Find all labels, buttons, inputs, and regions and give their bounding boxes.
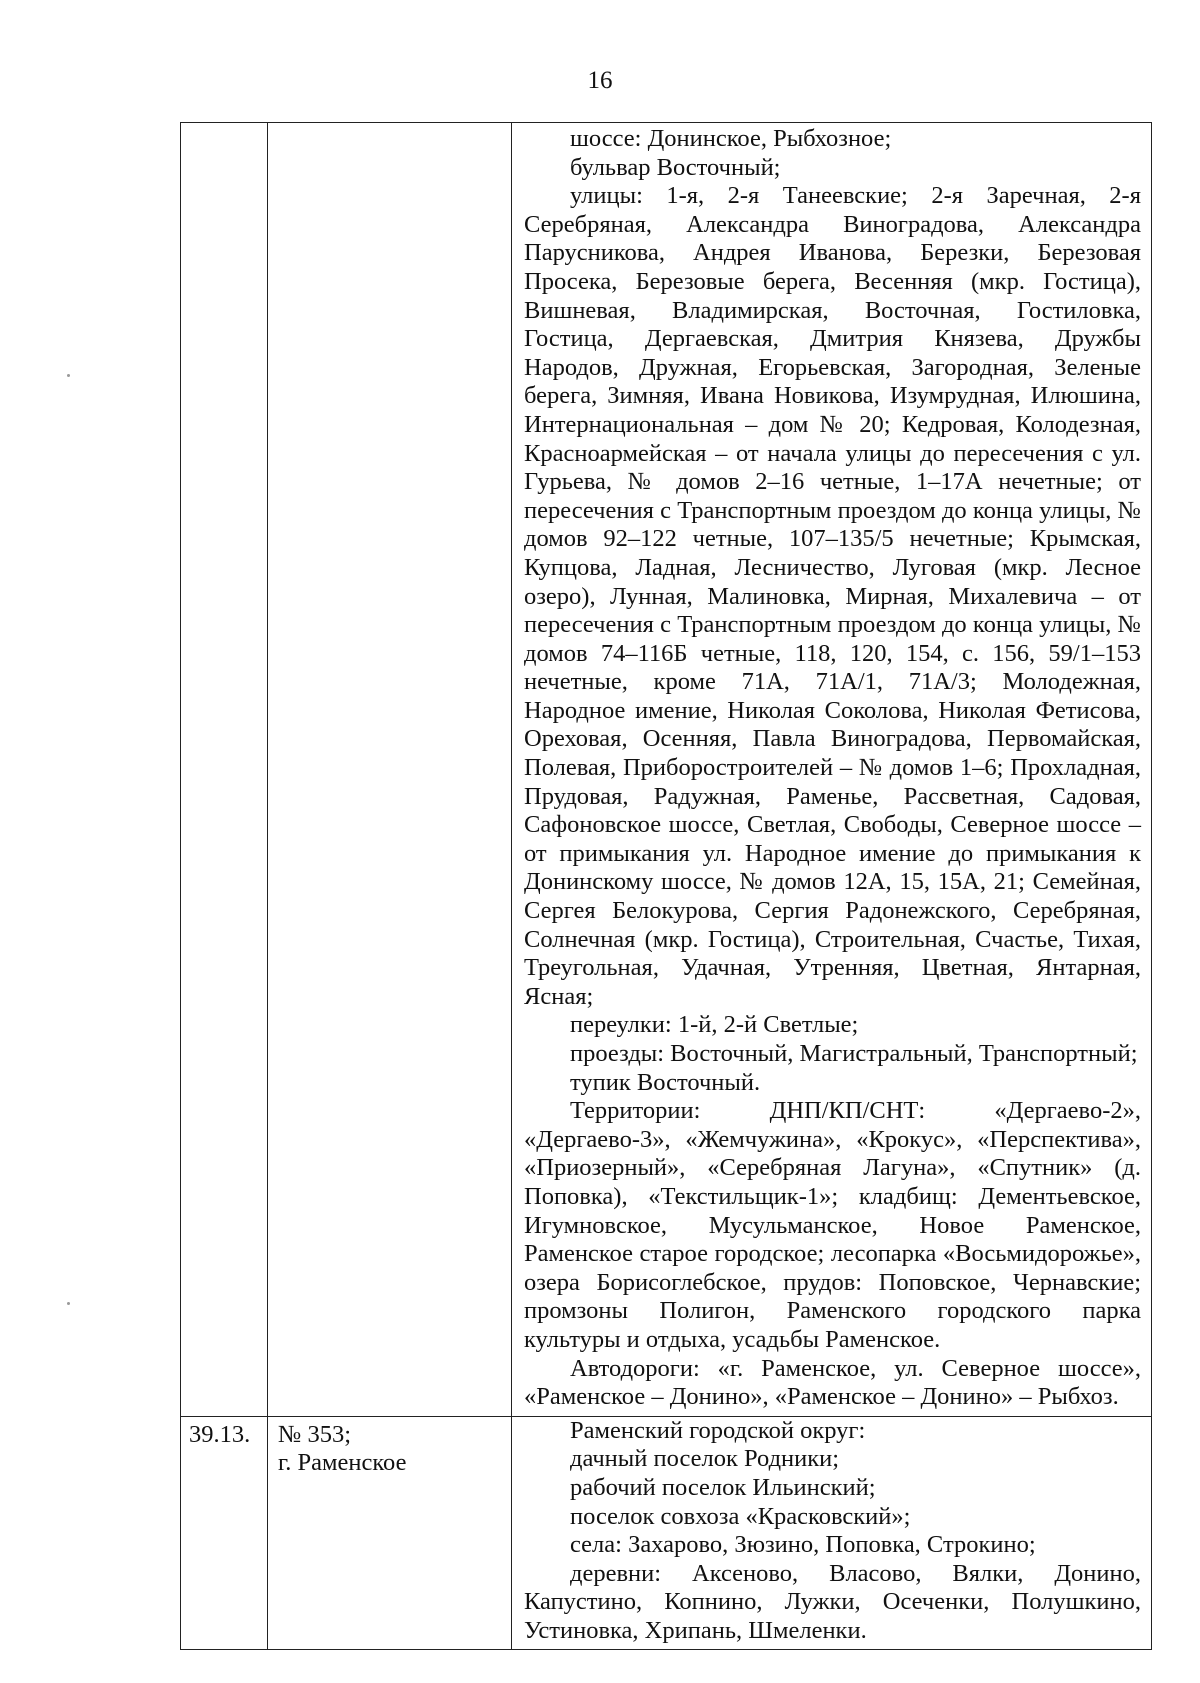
page-number: 16 (587, 67, 613, 94)
description-paragraph: Автодороги: «г. Раменское, ул. Северное шоссе», «Раменское – Донино», «Раменское – Донино» – Рыбхоз. (524, 1354, 1141, 1411)
description-cell (512, 1416, 1152, 1650)
description-paragraph: Раменский городской округ: (570, 1416, 866, 1444)
description-paragraph: Территории: ДНП/КП/СНТ: «Дергаево-2», «Дергаево-3», «Жемчужина», «Крокус», «Перспектива», «Приозерный», «Серебряная Лагуна», «Спутник» (д. Поповка), «Текстильщик-1»; кладбищ: Дементьевское, Игумновское, Мусульманское, Новое Раменское, Раменское старое городское; лесопарка «Восьмидорожье», озера Борисоглебское, прудов: Поповское, Чернавские; промзоны Полигон, Раменского городского парка культуры и отдыха, усадьбы Раменское. (524, 1097, 1141, 1353)
row-number-cell (181, 1416, 268, 1650)
districts-table (180, 122, 1152, 1650)
district-number: № 353; (278, 1420, 352, 1448)
description-paragraph: проезды: Восточный, Магистральный, Транспортный; (570, 1040, 1138, 1067)
description-paragraph: рабочий поселок Ильинский; (570, 1473, 876, 1501)
district-cell (268, 123, 512, 1417)
description-cell (512, 123, 1152, 1417)
description-paragraph: села: Захарово, Зюзино, Поповка, Строкино; (570, 1531, 1036, 1559)
district-cell (268, 1416, 512, 1650)
description-paragraph: деревни: Аксеново, Власово, Вялки, Донино, Капустино, Копнино, Лужки, Осеченки, Полушкино, Устиновка, Хрипань, Шмеленки. (524, 1559, 1141, 1644)
row-number: 39.13. (189, 1420, 251, 1448)
district-city: г. Раменское (278, 1449, 407, 1477)
description-paragraph: шоссе: Донинское, Рыбхозное; (570, 125, 892, 152)
row-number-cell (181, 123, 268, 1417)
description-paragraph: поселок совхоза «Красковский»; (570, 1502, 911, 1530)
description-paragraph: тупик Восточный. (570, 1068, 761, 1096)
description-paragraph: переулки: 1-й, 2-й Светлые; (570, 1011, 859, 1039)
table-row (181, 123, 1152, 1417)
scan-dot (67, 1302, 70, 1305)
description-paragraph: улицы: 1-я, 2-я Танеевские; 2-я Заречная, 2-я Серебряная, Александра Виноградова, Александра Парусникова, Андрея Иванова, Березки, Березовая Просека, Березовые берега, Весенняя (мкр. Гостица), Вишневая, Владимирская, Восточная, Гостиловка, Гостица, Дергаевская, Дмитрия Князева, Дружбы Народов, Дружная, Егорьевская, Загородная, Зеленые берега, Зимняя, Ивана Новикова, Изумрудная, Илюшина, Интернациональная – дом № 20; Кедровая, Колодезная, Красноармейская – от начала улицы до пересечения с ул. Гурьева, № домов 2–16 четные, 1–17А нечетные; от пересечения с Транспортным проездом до конца улицы, № домов 92–122 четные, 107–135/5 нечетные; Крымская, Купцова, Ладная, Лесничество, Луговая (мкр. Лесное озеро), Лунная, Малиновка, Мирная, Михалевича – от пересечения с Транспортным проездом до конца улицы, № домов 74–116Б четные, 118, 120, 154, с. 156, 59/1–153 нечетные, кроме 71А, 71А/1, 71А/3; Молодежная, Народное имение, Николая Соколова, Николая Фетисова, Ореховая, Осенняя, Павла Виноградова, Первомайская, Полевая, Приборостроителей – № домов 1–6; Прохладная, Прудовая, Радужная, Раменье, Рассветная, Садовая, Сафоновское шоссе, Светлая, Свободы, Северное шоссе – от примыкания ул. Народное имение до примыкания к Донинскому шоссе, № домов 12А, 15, 15А, 21; Семейная, Сергея Белокурова, Сергия Радонежского, Серебряная, Солнечная (мкр. Гостица), Строительная, Счастье, Тихая, Треугольная, Удачная, Утренняя, Цветная, Янтарная, Ясная; (524, 182, 1141, 1010)
description-paragraph: дачный поселок Родники; (570, 1445, 840, 1473)
table-row (181, 1416, 1152, 1650)
scan-dot (67, 374, 70, 377)
description-paragraph: бульвар Восточный; (570, 153, 781, 181)
